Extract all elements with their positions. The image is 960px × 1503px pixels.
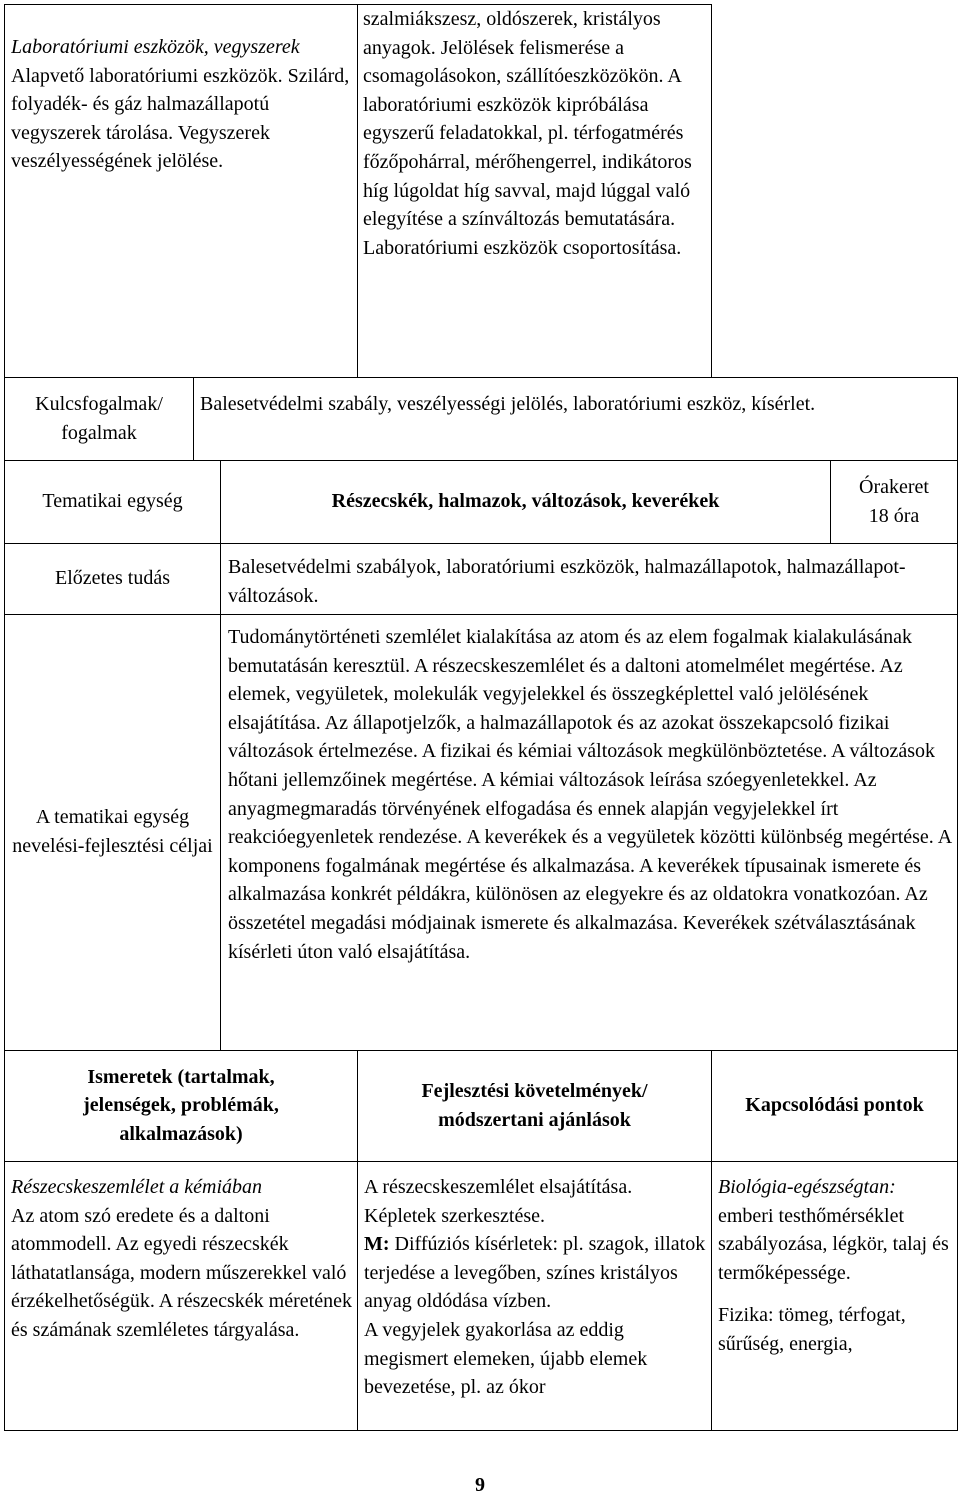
goals-label: A tematikai egység nevelési-fejlesztési céljai xyxy=(12,806,213,857)
requirements-header: Fejlesztési követelmények/ módszertani ajánlások xyxy=(421,1079,648,1131)
goals-text-cell xyxy=(228,623,954,966)
connections-bio-text: emberi testhőmérséklet szabályozása, légkör, talaj és termőképessége. xyxy=(718,1204,949,1284)
unit-label: Tematikai egység xyxy=(42,490,183,513)
method-text: Diffúziós kísérletek: pl. szagok, illatok terjedése a levegőben, színes kristályos anyag oldódása vízben. xyxy=(364,1233,706,1313)
connections-header-cell xyxy=(712,1050,957,1161)
method-label: M: xyxy=(364,1233,390,1256)
table-border xyxy=(357,4,358,378)
prior-knowledge-label-cell xyxy=(5,543,220,614)
top-left-cell xyxy=(11,33,353,176)
table-border xyxy=(957,377,958,1431)
knowledge-header: Ismeretek (tartalmak, jelenségek, problémák, alkalmazások) xyxy=(83,1065,279,1145)
requirements-header-cell xyxy=(358,1050,711,1161)
prior-knowledge-text-cell xyxy=(228,553,954,610)
top-middle-cell xyxy=(363,5,708,262)
connections-header: Kapcsolódási pontok xyxy=(745,1094,924,1117)
knowledge-title: Részecskeszemlélet a kémiában xyxy=(11,1176,263,1198)
requirements-line1: A részecskeszemlélet elsajátítása. Képletek szerkesztése. xyxy=(364,1176,633,1227)
knowledge-header-cell xyxy=(5,1050,357,1161)
connections-cell xyxy=(718,1173,956,1359)
goals-text: Tudománytörténeti szemlélet kialakítása az atom és az elem fogalmak kialakulásának bemutatásán keresztül. A részecskeszemlélet és a daltoni atomelmélet megértése. Az elemek, vegyületek, molekulák vegyjelekkel és összegképlettel való jelölésének elsajátítása. Az állapotjelzők, a halmazállapotok és az azokat összekapcsoló fizikai változások értelmezése. A fizikai és kémiai változások megkülönböztetése. A változások hőtani jellemzőinek megértése. A kémiai változások leírása szóegyenletekkel. Az anyagmegmaradás törvényének elfogadása és ennek alapján vegyjelekkel írt reakcióegyenletek rendezése. A keverékek és a vegyületek közötti különbség megértése. A komponens fogalmának megértése és alkalmazása. A keverékek típusainak ismerete és alkalmazása konkrét példákra, különösen az elegyekre és az oldatokra vonatkozóan. Az összetétel megadási módjainak ismerete és alkalmazása. Keverékek szétválasztásának kísérleti úton való elsajátítása. xyxy=(228,626,952,963)
top-left-title: Laboratóriumi eszközök, vegyszerek xyxy=(11,36,300,58)
keywords-text-cell xyxy=(200,390,952,419)
connections-bio-label: Biológia-egészségtan: xyxy=(718,1176,896,1198)
prior-knowledge-label: Előzetes tudás xyxy=(55,567,170,590)
goals-label-cell xyxy=(5,614,220,1050)
unit-label-cell xyxy=(5,460,220,543)
top-middle-body: szalmiákszesz, oldószerek, kristályos anyagok. Jelölések felismerése a csomagolásokon, szállítóeszközökön. A laboratóriumi eszközök kipróbálása egyszerű feladatokkal, pl. térfogatmérés főzőpohárral, mérőhengerrel, indikátoros híg lúgoldat híg savval, majd lúggal való elegyítése a színváltozás bemutatására. Laboratóriumi eszközök csoportosítása. xyxy=(363,8,692,259)
hours-value: 18 óra xyxy=(868,504,920,527)
knowledge-cell xyxy=(11,1173,353,1345)
table-border xyxy=(4,1430,958,1431)
page-number: 9 xyxy=(475,1474,485,1496)
keywords-label-cell xyxy=(5,377,193,460)
prior-knowledge-text: Balesetvédelmi szabályok, laboratóriumi eszközök, halmazállapotok, halmazállapot-változások. xyxy=(228,556,906,607)
table-border xyxy=(193,377,194,461)
table-border xyxy=(4,1161,958,1162)
table-border xyxy=(711,4,712,378)
hours-cell xyxy=(831,460,957,543)
requirements-cell xyxy=(364,1173,708,1402)
connections-physics-text: Fizika: tömeg, térfogat, sűrűség, energia, xyxy=(718,1304,906,1355)
keywords-text: Balesetvédelmi szabály, veszélyességi jelölés, laboratóriumi eszköz, kísérlet. xyxy=(200,393,816,415)
unit-title: Részecskék, halmazok, változások, keverékek xyxy=(331,490,720,513)
top-left-body: Alapvető laboratóriumi eszközök. Szilárd, folyadék- és gáz halmazállapotú vegyszerek tárolása. Vegyszerek veszélyességének jelölése. xyxy=(11,64,350,173)
hours-label: Órakeret xyxy=(859,475,929,498)
table-border xyxy=(220,460,221,1051)
keywords-label: Kulcsfogalmak/ fogalmak xyxy=(35,392,163,444)
unit-title-cell xyxy=(221,460,830,543)
knowledge-body: Az atom szó eredete és a daltoni atommodell. Az egyedi részecskék láthatatlansága, modern műszerekkel való érzékelhetőségük. A részecskék méretének és számának szemléletes tárgyalása. xyxy=(11,1204,352,1341)
paragraph-gap xyxy=(718,1287,956,1301)
requirements-method xyxy=(364,1230,708,1316)
requirements-line3: A vegyjelek gyakorlása az eddig megismert elemeken, újabb elemek bevezetése, pl. az ókor xyxy=(364,1318,648,1399)
